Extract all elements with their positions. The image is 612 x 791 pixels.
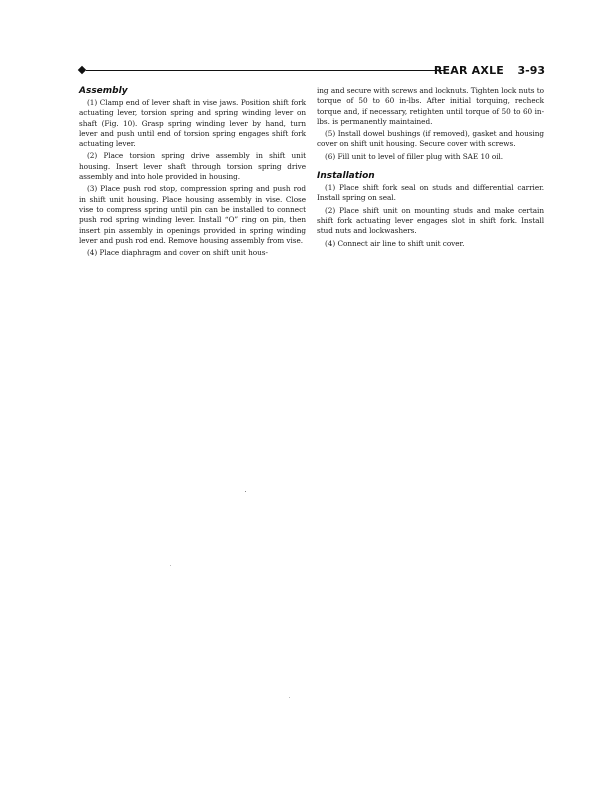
section-title: REAR AXLE	[433, 64, 504, 77]
installation-heading: Installation	[317, 171, 375, 182]
right-column	[317, 86, 544, 251]
assembly-step-4-start: (4) Place diaphragm and cover on shift unit hous-	[87, 248, 268, 258]
installation-step-1: (1) Place shift fork seal on studs and differential carrier. Install spring on seal.	[317, 183, 544, 203]
scan-speck	[170, 565, 171, 566]
assembly-step-3: (3) Place push rod stop, compression spring and push rod in shift unit housing. Place housing assembly in vise. Close vise to compress spring until pin can be installed to connect push rod spring winding lever. Install “O” ring on pin, then insert pin assembly in openings provided in spring winding lever and push rod end. Remove housing assembly from vise.	[79, 184, 306, 245]
left-column	[79, 86, 306, 260]
assembly-step-4-continued: ing and secure with screws and locknuts. Tighten lock nuts to torque of 50 to 60 in-lbs. After initial torquing, recheck torque and, if necessary, retighten until torque of 50 to 60 in-lbs. is permanently maintained.	[317, 86, 544, 126]
assembly-step-1: (1) Clamp end of lever shaft in vise jaws. Position shift fork actuating lever, torsion spring and spring winding lever on shaft (Fig. 10). Grasp spring winding lever by hand, turn lever and push until end of torsion spring engages shift fork actuating lever.	[79, 98, 306, 149]
installation-step-4: (4) Connect air line to shift unit cover.	[325, 238, 465, 248]
header-rule	[86, 70, 445, 71]
assembly-step-6: (6) Fill unit to level of filler plug with SAE 10 oil.	[325, 151, 504, 161]
assembly-heading: Assembly	[79, 86, 128, 96]
scan-speck	[289, 697, 290, 698]
bullet-diamond-icon	[78, 66, 86, 74]
assembly-step-5: (5) Install dowel bushings (if removed), gasket and housing cover on shift unit housing. Secure cover with screws.	[317, 129, 544, 149]
page-header	[79, 64, 545, 78]
assembly-step-2: (2) Place torsion spring drive assembly in shift unit housing. Insert lever shaft through torsion spring drive assembly and into hole provided in housing.	[79, 151, 306, 182]
scan-speck	[245, 491, 246, 492]
installation-step-2: (2) Place shift unit on mounting studs and make certain shift fork actuating lever engages slot in shift fork. Install stud nuts and lockwashers.	[317, 205, 544, 236]
page-number: 3-93	[517, 64, 545, 77]
